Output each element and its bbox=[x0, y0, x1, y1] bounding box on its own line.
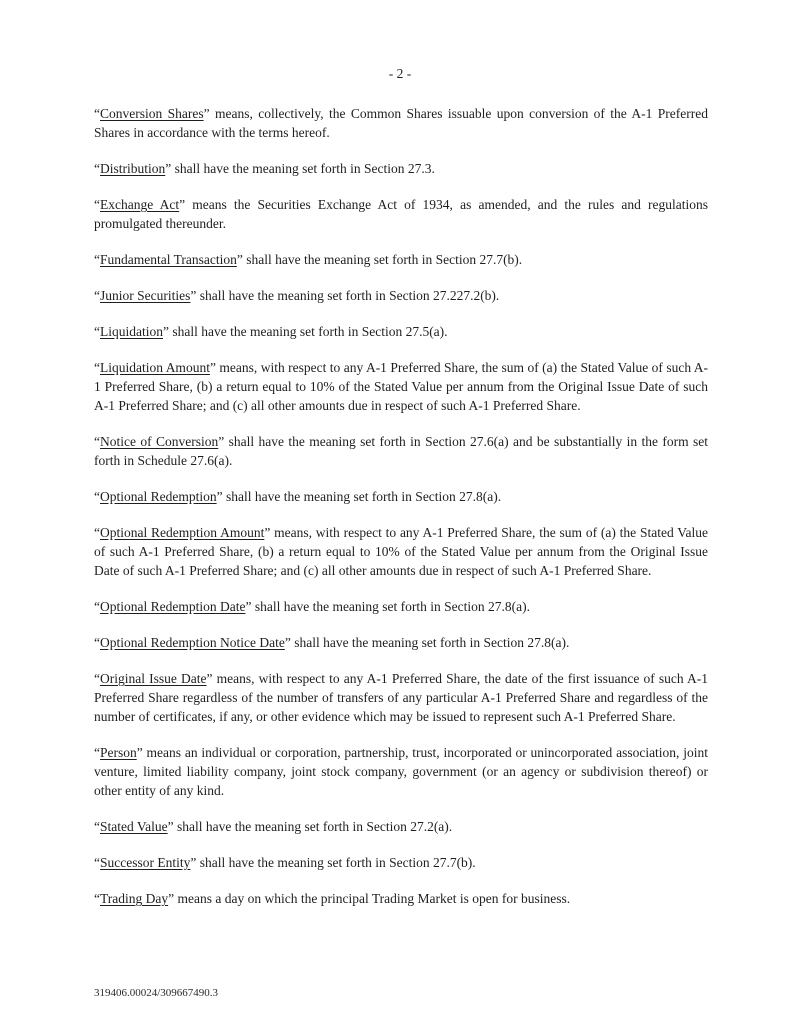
definition-paragraph bbox=[94, 597, 708, 616]
definition-body: means, with respect to any A-1 Preferred Share, the date of the first issuance of such A-1 Preferred Share regardless of the number of transfers of any particular A-1 Preferred Share and regardless of the number of certificates, if any, or other evidence which may be issued to represent such A-1 Preferred Share. bbox=[94, 671, 708, 724]
defined-term: Fundamental Transaction bbox=[100, 252, 237, 267]
definition-paragraph bbox=[94, 358, 708, 415]
definition-paragraph bbox=[94, 853, 708, 872]
defined-term: Liquidation bbox=[100, 324, 163, 339]
page-number: - 2 - bbox=[388, 66, 412, 81]
close-quote: ” bbox=[136, 745, 143, 760]
definition-body: shall have the meaning set forth in Section 27.3. bbox=[171, 161, 435, 176]
defined-term: Stated Value bbox=[100, 819, 168, 834]
definition-paragraph bbox=[94, 889, 708, 908]
open-quote: “ bbox=[94, 635, 100, 650]
close-quote: ” bbox=[264, 525, 271, 540]
definition-paragraph bbox=[94, 633, 708, 652]
close-quote: ” bbox=[218, 434, 225, 449]
definition-paragraph bbox=[94, 195, 708, 233]
definition-body: shall have the meaning set forth in Section 27.8(a). bbox=[290, 635, 570, 650]
close-quote: ” bbox=[216, 489, 223, 504]
open-quote: “ bbox=[94, 819, 100, 834]
open-quote: “ bbox=[94, 489, 100, 504]
defined-term: Distribution bbox=[100, 161, 166, 176]
defined-term: Person bbox=[100, 745, 137, 760]
open-quote: “ bbox=[94, 252, 100, 267]
defined-term: Junior Securities bbox=[100, 288, 191, 303]
open-quote: “ bbox=[94, 745, 100, 760]
open-quote: “ bbox=[94, 434, 100, 449]
defined-term: Liquidation Amount bbox=[100, 360, 210, 375]
close-quote: ” bbox=[168, 891, 175, 906]
open-quote: “ bbox=[94, 106, 100, 121]
definition-body: shall have the meaning set forth in Section 27.8(a). bbox=[251, 599, 531, 614]
defined-term: Trading Day bbox=[100, 891, 169, 906]
definition-body: means an individual or corporation, partnership, trust, incorporated or unincorporated association, joint venture, limited liability company, joint stock company, government (or an agency or subdivision thereof) or other entity of any kind. bbox=[94, 745, 708, 798]
definition-paragraph bbox=[94, 159, 708, 178]
definition-body: shall have the meaning set forth in Section 27.7(b). bbox=[196, 855, 476, 870]
definition-body: means, collectively, the Common Shares issuable upon conversion of the A-1 Preferred Shares in accordance with the terms hereof. bbox=[94, 106, 708, 140]
defined-term: Optional Redemption Notice Date bbox=[100, 635, 285, 650]
defined-term: Optional Redemption Date bbox=[100, 599, 246, 614]
document-footer-reference: 319406.00024/309667490.3 bbox=[94, 987, 219, 999]
open-quote: “ bbox=[94, 525, 100, 540]
open-quote: “ bbox=[94, 891, 100, 906]
close-quote: ” bbox=[284, 635, 291, 650]
definition-paragraph bbox=[94, 432, 708, 470]
definition-body: shall have the meaning set forth in Section 27.8(a). bbox=[222, 489, 502, 504]
open-quote: “ bbox=[94, 161, 100, 176]
definition-paragraph bbox=[94, 104, 708, 142]
close-quote: ” bbox=[165, 161, 172, 176]
defined-term: Successor Entity bbox=[100, 855, 191, 870]
close-quote: ” bbox=[163, 324, 169, 339]
defined-term: Optional Redemption Amount bbox=[100, 525, 265, 540]
definition-body: shall have the meaning set forth in Section 27.6(a) and be substantially in the form set forth in Schedule 27.6(a). bbox=[94, 434, 708, 468]
definition-body: means, with respect to any A-1 Preferred Share, the sum of (a) the Stated Value of such A-1 Preferred Share, (b) a return equal to 10% of the Stated Value per annum from the Original Issue Date of such A-1 Preferred Share; and (c) all other amounts due in respect of such A-1 Preferred Share. bbox=[94, 525, 708, 578]
open-quote: “ bbox=[94, 671, 100, 686]
definitions-list bbox=[94, 104, 708, 925]
definition-body: shall have the meaning set forth in Section 27.5(a). bbox=[169, 324, 448, 339]
definition-paragraph bbox=[94, 817, 708, 836]
defined-term: Notice of Conversion bbox=[100, 434, 219, 449]
close-quote: ” bbox=[236, 252, 243, 267]
definition-body: shall have the meaning set forth in Section 27.7(b). bbox=[242, 252, 523, 267]
open-quote: “ bbox=[94, 288, 100, 303]
open-quote: “ bbox=[94, 197, 100, 212]
close-quote: ” bbox=[167, 819, 174, 834]
open-quote: “ bbox=[94, 360, 100, 375]
open-quote: “ bbox=[94, 324, 100, 339]
defined-term: Optional Redemption bbox=[100, 489, 217, 504]
definition-body: means, with respect to any A-1 Preferred Share, the sum of (a) the Stated Value of such A-1 Preferred Share, (b) a return equal to 10% of the Stated Value per annum from the Original Issue Date of such A-1 Preferred Share; and (c) all other amounts due in respect of such A-1 Preferred Share. bbox=[94, 360, 709, 413]
close-quote: ” bbox=[209, 360, 216, 375]
definition-body: shall have the meaning set forth in Section 27.227.2(b). bbox=[196, 288, 500, 303]
definition-body: means a day on which the principal Trading Market is open for business. bbox=[174, 891, 571, 906]
close-quote: ” bbox=[245, 599, 252, 614]
open-quote: “ bbox=[94, 855, 100, 870]
definition-body: means the Securities Exchange Act of 1934, as amended, and the rules and regulations promulgated thereunder. bbox=[94, 197, 708, 231]
definition-paragraph bbox=[94, 286, 708, 305]
close-quote: ” bbox=[190, 855, 197, 870]
defined-term: Conversion Shares bbox=[100, 106, 204, 121]
close-quote: ” bbox=[179, 197, 186, 212]
close-quote: ” bbox=[203, 106, 210, 121]
open-quote: “ bbox=[94, 599, 100, 614]
close-quote: ” bbox=[190, 288, 197, 303]
definition-paragraph bbox=[94, 250, 708, 269]
close-quote: ” bbox=[206, 671, 213, 686]
definition-paragraph bbox=[94, 322, 708, 341]
defined-term: Exchange Act bbox=[100, 197, 180, 212]
definition-body: shall have the meaning set forth in Section 27.2(a). bbox=[173, 819, 453, 834]
definition-paragraph bbox=[94, 487, 708, 506]
defined-term: Original Issue Date bbox=[100, 671, 207, 686]
definition-paragraph bbox=[94, 743, 708, 800]
definition-paragraph bbox=[94, 669, 708, 726]
definition-paragraph bbox=[94, 523, 708, 580]
